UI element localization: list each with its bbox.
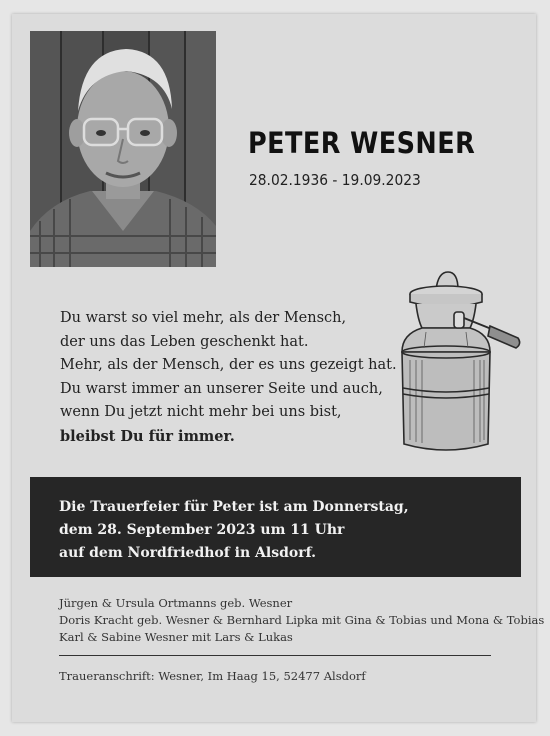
funeral-line: dem 28. September 2023 um 11 Uhr <box>59 522 345 538</box>
poem-closing-line: bleibst Du für immer. <box>60 427 235 445</box>
poem-line: der uns das Leben geschenkt hat. <box>60 333 309 350</box>
mourner-line: Jürgen & Ursula Ortmanns geb. Wesner <box>59 596 293 610</box>
poem <box>60 307 397 448</box>
funeral-info-band <box>30 477 521 577</box>
funeral-info-text <box>59 496 409 565</box>
funeral-line: auf dem Nordfriedhof in Alsdorf. <box>59 545 316 561</box>
poem-line: Mehr, als der Mensch, der es uns gezeigt hat. <box>60 357 397 373</box>
funeral-line: Die Trauerfeier für Peter ist am Donnerstag, <box>59 499 409 515</box>
mourner-line: Doris Kracht geb. Wesner & Bernhard Lipka mit Gina & Tobias und Mona & Tobias <box>59 613 545 627</box>
mourner-line: Karl & Sabine Wesner mit Lars & Lukas <box>59 630 293 644</box>
milk-can-icon <box>394 268 522 458</box>
life-dates: 28.02.1936 - 19.09.2023 <box>249 171 421 189</box>
mourners-list <box>59 595 544 646</box>
deceased-name: PETER WESNER <box>248 126 476 160</box>
portrait-photo <box>30 31 216 267</box>
mourning-address: Traueranschrift: Wesner, Im Haag 15, 52477 Alsdorf <box>59 669 366 683</box>
poem-line: Du warst immer an unserer Seite und auch, <box>60 380 383 397</box>
poem-line: wenn Du jetzt nicht mehr bei uns bist, <box>60 404 342 420</box>
poem-line: Du warst so viel mehr, als der Mensch, <box>60 310 347 326</box>
divider-line <box>59 655 491 656</box>
